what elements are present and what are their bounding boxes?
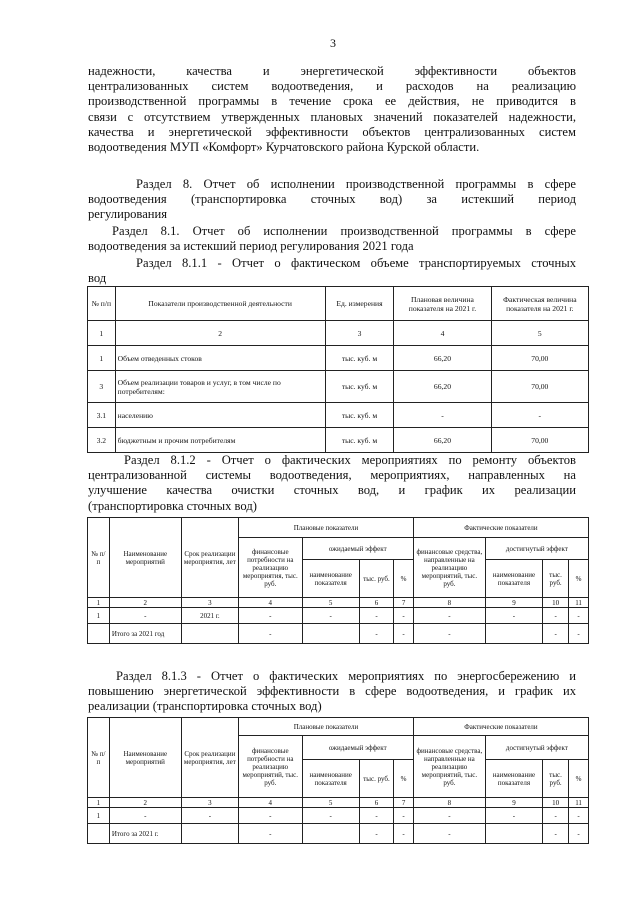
cell: -: [394, 403, 491, 428]
header-cell: Показатели производственной деятельности: [115, 287, 325, 321]
section-8-1-heading: [88, 224, 576, 254]
cell: -: [543, 608, 569, 624]
cell: бюджетным и прочим потребителям: [115, 428, 325, 453]
table-row: [88, 403, 589, 428]
text-line: Раздел 8.1.3 - Отчет о фактических мероприятиях по энергосбережению и: [116, 669, 576, 683]
col-number: 11: [569, 598, 589, 608]
cell: -: [359, 608, 393, 624]
cell: [485, 824, 542, 844]
header-cell: Ед. измерения: [325, 287, 394, 321]
cell: -: [569, 808, 589, 824]
header-cell: наименование показателя: [302, 760, 359, 798]
text-line: качества и энергетической эффективности объектов централизованных систем: [88, 124, 576, 139]
header-cell: тыс. руб.: [359, 560, 393, 598]
cell: 1: [88, 346, 116, 371]
col-number: 4: [394, 321, 491, 346]
cell: 70,00: [491, 346, 588, 371]
header-cell: %: [394, 760, 414, 798]
cell: [485, 624, 542, 644]
cell: -: [359, 824, 393, 844]
page-number: 3: [330, 36, 336, 50]
cell: -: [543, 624, 569, 644]
cell: -: [413, 824, 485, 844]
header-cell: финансовые средства, направленные на реализацию мероприятий, тыс. руб.: [413, 736, 485, 798]
text-line: повышению энергетической эффективности в сфере водоотведения, и график их: [88, 684, 576, 699]
table-row: [88, 346, 589, 371]
cell: -: [109, 608, 181, 624]
text-line: централизованных систем водоотведения, и расходов на реализацию: [88, 79, 576, 94]
cell: -: [413, 624, 485, 644]
intro-paragraph: [88, 64, 576, 155]
col-number: 9: [485, 798, 542, 808]
cell: Итого за 2021 год: [109, 624, 181, 644]
cell: 66,20: [394, 346, 491, 371]
section-8-1-2-heading: [88, 453, 576, 514]
col-number: 7: [394, 598, 414, 608]
volume-table: [87, 286, 589, 453]
header-cell: № п/п: [88, 518, 110, 598]
cell: Итого за 2021 г.: [109, 824, 181, 844]
cell: -: [394, 624, 414, 644]
header-cell: наименование показателя: [302, 560, 359, 598]
cell: -: [569, 624, 589, 644]
col-number: 8: [413, 598, 485, 608]
col-number: 6: [359, 798, 393, 808]
cell: 1: [88, 808, 110, 824]
col-number: 6: [359, 598, 393, 608]
text-line: Раздел 8. Отчет об исполнении производственной программы в сфере: [136, 177, 576, 191]
table-row: [88, 371, 589, 403]
header-cell: финансовые потребности на реализацию мероприятия, тыс. руб.: [239, 538, 303, 598]
cell: -: [543, 824, 569, 844]
header-cell: тыс. руб.: [543, 760, 569, 798]
cell: -: [491, 403, 588, 428]
col-number: 11: [569, 798, 589, 808]
cell: -: [359, 624, 393, 644]
col-number: 7: [394, 798, 414, 808]
header-cell: наименование показателя: [485, 560, 542, 598]
header-cell: достигнутый эффект: [485, 538, 588, 560]
section-8-1-3-heading: [88, 669, 576, 715]
col-number: 4: [239, 798, 303, 808]
cell: -: [239, 624, 303, 644]
cell: 3: [88, 371, 116, 403]
text-line: Раздел 8.1.1 - Отчет о фактическом объеме транспортируемых сточных: [136, 256, 576, 270]
col-number: 3: [181, 798, 238, 808]
header-cell: тыс. руб.: [359, 760, 393, 798]
table-row-total: [88, 624, 589, 644]
col-number: 5: [491, 321, 588, 346]
header-cell: № п/п: [88, 287, 116, 321]
header-cell: Срок реализации мероприятия, лет: [181, 518, 238, 598]
text-line: вод: [88, 271, 107, 286]
section-8-heading: [88, 177, 576, 223]
cell: -: [239, 824, 303, 844]
col-number: 2: [109, 598, 181, 608]
col-number: 3: [181, 598, 238, 608]
cell: -: [569, 608, 589, 624]
text-line: Раздел 8.1. Отчет об исполнении производственной программы в сфере: [112, 224, 576, 238]
table-row: [88, 808, 589, 824]
cell: [302, 624, 359, 644]
col-number: 1: [88, 321, 116, 346]
cell: -: [394, 608, 414, 624]
cell: -: [394, 824, 414, 844]
cell: 3.1: [88, 403, 116, 428]
cell: тыс. куб. м: [325, 346, 394, 371]
cell: -: [109, 808, 181, 824]
header-cell: достигнутый эффект: [485, 736, 588, 760]
cell: -: [413, 608, 485, 624]
header-cell: Плановая величина показателя на 2021 г.: [394, 287, 491, 321]
text-line: водоотведения за истекший период регулирования 2021 года: [88, 239, 414, 254]
cell: Объем отведенных стоков: [115, 346, 325, 371]
cell: [302, 824, 359, 844]
repair-measures-table: [87, 517, 589, 644]
cell: -: [239, 808, 303, 824]
header-cell: тыс. руб.: [543, 560, 569, 598]
text-line: реализации (транспортировка сточных вод): [88, 699, 322, 714]
header-cell: Наименование мероприятий: [109, 718, 181, 798]
cell: 66,20: [394, 428, 491, 453]
col-number: 5: [302, 798, 359, 808]
col-number: 10: [543, 798, 569, 808]
header-cell: финансовые потребности на реализацию мероприятий, тыс. руб.: [239, 736, 303, 798]
header-cell: Фактические показатели: [413, 518, 588, 538]
col-number: 10: [543, 598, 569, 608]
header-cell: Срок реализации мероприятия, лет: [181, 718, 238, 798]
cell: [181, 624, 238, 644]
cell: 2021 г.: [181, 608, 238, 624]
col-number: 2: [115, 321, 325, 346]
cell: [88, 624, 110, 644]
header-cell: № п/п: [88, 718, 110, 798]
header-cell: Фактическая величина показателя на 2021 г.: [491, 287, 588, 321]
cell: -: [239, 608, 303, 624]
text-line: производственной программы в течение срока ее действия, не приводится в: [88, 94, 576, 109]
cell: -: [485, 808, 542, 824]
cell: населению: [115, 403, 325, 428]
header-cell: %: [569, 760, 589, 798]
text-line: Раздел 8.1.2 - Отчет о фактических мероприятиях по ремонту объектов: [124, 453, 576, 467]
cell: [181, 824, 238, 844]
text-line: водоотведения (транспортировка сточных вод) за истекший период: [88, 192, 576, 207]
header-cell: Плановые показатели: [239, 518, 414, 538]
cell: -: [569, 824, 589, 844]
text-line: связи с отсутствием утвержденных плановых значений показателей надежности,: [88, 109, 576, 124]
cell: тыс. куб. м: [325, 403, 394, 428]
col-number: 1: [88, 798, 110, 808]
text-line: (транспортировка сточных вод): [88, 498, 257, 513]
cell: 1: [88, 608, 110, 624]
col-number: 2: [109, 798, 181, 808]
header-cell: Наименование мероприятий: [109, 518, 181, 598]
text-line: улучшение качества очистки сточных вод, и график их реализации: [88, 483, 576, 498]
energy-measures-table: [87, 717, 589, 844]
section-8-1-1-heading: [88, 256, 576, 286]
header-cell: ожидаемый эффект: [302, 538, 413, 560]
cell: 70,00: [491, 428, 588, 453]
col-number: 3: [325, 321, 394, 346]
col-number: 4: [239, 598, 303, 608]
cell: тыс. куб. м: [325, 371, 394, 403]
cell: -: [485, 608, 542, 624]
header-cell: Фактические показатели: [413, 718, 588, 736]
col-number: 5: [302, 598, 359, 608]
cell: -: [359, 808, 393, 824]
cell: -: [302, 808, 359, 824]
header-cell: ожидаемый эффект: [302, 736, 413, 760]
table-row: [88, 608, 589, 624]
header-cell: финансовые средства, направленные на реализацию мероприятий, тыс. руб.: [413, 538, 485, 598]
cell: 66,20: [394, 371, 491, 403]
text-line: надежности, качества и энергетической эффективности объектов: [88, 64, 576, 78]
text-line: водоотведения МУП «Комфорт» Курчатовского района Курской области.: [88, 140, 480, 155]
text-line: централизованной системы водоотведения, мероприятиях, направленных на: [88, 468, 576, 483]
cell: -: [543, 808, 569, 824]
table-row-total: [88, 824, 589, 844]
text-line: регулирования: [88, 207, 168, 222]
header-cell: %: [394, 560, 414, 598]
cell: Объем реализации товаров и услуг, в том числе по потребителям:: [115, 371, 325, 403]
cell: -: [413, 808, 485, 824]
table-row: [88, 428, 589, 453]
cell: -: [394, 808, 414, 824]
cell: тыс. куб. м: [325, 428, 394, 453]
header-cell: Плановые показатели: [239, 718, 414, 736]
cell: -: [181, 808, 238, 824]
col-number: 9: [485, 598, 542, 608]
header-cell: наименование показателя: [485, 760, 542, 798]
col-number: 8: [413, 798, 485, 808]
cell: 70,00: [491, 371, 588, 403]
cell: [88, 824, 110, 844]
cell: 3.2: [88, 428, 116, 453]
col-number: 1: [88, 598, 110, 608]
cell: -: [302, 608, 359, 624]
header-cell: %: [569, 560, 589, 598]
